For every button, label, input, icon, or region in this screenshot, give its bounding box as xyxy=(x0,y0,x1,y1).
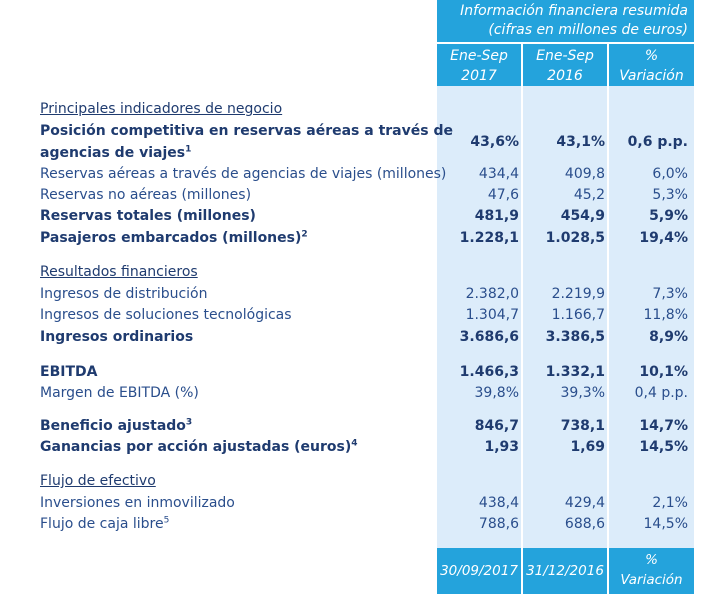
cell-dist-2016: 2.219,9 xyxy=(551,286,605,302)
row-label-ebitda-margin: Margen de EBITDA (%) xyxy=(40,385,199,401)
header-col-2016-line2: 2016 xyxy=(547,68,583,84)
row-label-free-cash-flow xyxy=(40,514,169,535)
footnote-ref: 5 xyxy=(163,515,170,526)
cell-ebitda-2016: 1.332,1 xyxy=(545,364,605,380)
cell-fcf-2017: 788,6 xyxy=(478,516,519,532)
row-label-tech-solutions: Ingresos de soluciones tecnológicas xyxy=(40,307,292,323)
cell-margin-2017: 39,8% xyxy=(474,385,519,401)
row-label-capex: Inversiones en inmovilizado xyxy=(40,495,235,511)
cell-rev-2016: 3.386,5 xyxy=(545,329,605,345)
footnote-ref: 1 xyxy=(185,144,192,155)
cell-air-variation: 6,0% xyxy=(652,166,688,182)
cell-dist-variation: 7,3% xyxy=(652,286,688,302)
footer-col-variation-line1: % xyxy=(645,552,658,568)
header-col-variation-line1: % xyxy=(644,48,659,64)
cell-air-2016: 409,8 xyxy=(564,166,605,182)
header-col-variation xyxy=(609,44,694,86)
cell-eps-2017: 1,93 xyxy=(484,439,519,455)
row-label-adjusted-profit xyxy=(40,416,192,437)
cell-position-2017: 43,6% xyxy=(470,134,519,150)
row-label-passengers xyxy=(40,228,308,249)
cell-nonair-2017: 47,6 xyxy=(487,187,519,203)
footnote-ref: 4 xyxy=(351,438,358,449)
section-title-business: Principales indicadores de negocio xyxy=(40,101,283,117)
cell-nonair-2016: 45,2 xyxy=(573,187,605,203)
footer-col-2016 xyxy=(523,548,607,594)
footer-col-variation xyxy=(609,548,694,594)
cell-margin-variation: 0,4 p.p. xyxy=(634,385,688,401)
cell-tech-2017: 1.304,7 xyxy=(465,307,519,323)
footer-col-2017 xyxy=(437,548,521,594)
cell-capex-2017: 438,4 xyxy=(478,495,519,511)
cell-air-2017: 434,4 xyxy=(478,166,519,182)
row-label-position-line1: Posición competitiva en reservas aéreas a través de xyxy=(40,123,453,139)
row-label-distribution: Ingresos de distribución xyxy=(40,286,208,302)
header-col-2016-line1: Ene-Sep xyxy=(536,48,594,64)
row-label-air-bookings: Reservas aéreas a través de agencias de viajes (millones) xyxy=(40,166,447,182)
cell-profit-2017: 846,7 xyxy=(474,418,519,434)
cell-pax-2016: 1.028,5 xyxy=(545,230,605,246)
section-title-cashflow: Flujo de efectivo xyxy=(40,473,156,489)
cell-capex-variation: 2,1% xyxy=(652,495,688,511)
cell-total-2016: 454,9 xyxy=(560,208,605,224)
cell-profit-2016: 738,1 xyxy=(560,418,605,434)
cell-tech-2016: 1.166,7 xyxy=(551,307,605,323)
row-label-eps xyxy=(40,437,358,458)
footer-col-variation-line2: Variación xyxy=(620,572,683,588)
row-label-revenue: Ingresos ordinarios xyxy=(40,329,194,345)
table-title-line1: Información financiera resumida xyxy=(460,3,688,19)
row-label-adjusted-profit-text: Beneficio ajustado xyxy=(40,418,186,434)
footer-col-2016-text: 31/12/2016 xyxy=(526,563,604,579)
table-title xyxy=(437,0,694,42)
cell-pax-variation: 19,4% xyxy=(639,230,688,246)
header-col-2017-line2: 2017 xyxy=(461,68,497,84)
footnote-ref: 3 xyxy=(185,417,193,428)
cell-nonair-variation: 5,3% xyxy=(652,187,688,203)
cell-position-2016: 43,1% xyxy=(556,134,605,150)
cell-fcf-2016: 688,6 xyxy=(564,516,605,532)
cell-fcf-variation: 14,5% xyxy=(643,516,688,532)
header-col-2016 xyxy=(523,44,607,86)
cell-rev-2017: 3.686,6 xyxy=(459,329,519,345)
cell-rev-variation: 8,9% xyxy=(649,329,688,345)
row-label-eps-text: Ganancias por acción ajustadas (euros) xyxy=(40,439,352,455)
row-label-free-cash-flow-text: Flujo de caja libre xyxy=(40,516,164,532)
header-col-2017 xyxy=(437,44,521,86)
cell-capex-2016: 429,4 xyxy=(564,495,605,511)
row-label-position-line2-text: agencias de viajes xyxy=(40,145,186,161)
cell-eps-variation: 14,5% xyxy=(639,439,688,455)
footer-col-2017-text: 30/09/2017 xyxy=(440,563,518,579)
cell-position-variation: 0,6 p.p. xyxy=(627,134,688,150)
row-label-position-line2 xyxy=(40,143,191,164)
cell-total-2017: 481,9 xyxy=(474,208,519,224)
cell-eps-2016: 1,69 xyxy=(570,439,605,455)
section-title-financial: Resultados financieros xyxy=(40,264,198,280)
cell-margin-2016: 39,3% xyxy=(560,385,605,401)
cell-ebitda-variation: 10,1% xyxy=(639,364,688,380)
row-label-ebitda: EBITDA xyxy=(40,364,98,380)
cell-ebitda-2017: 1.466,3 xyxy=(459,364,519,380)
cell-dist-2017: 2.382,0 xyxy=(465,286,519,302)
cell-profit-variation: 14,7% xyxy=(639,418,688,434)
header-col-variation-line2: Variación xyxy=(619,68,684,84)
row-label-total-bookings: Reservas totales (millones) xyxy=(40,208,256,224)
row-label-non-air: Reservas no aéreas (millones) xyxy=(40,187,252,203)
cell-total-variation: 5,9% xyxy=(649,208,688,224)
table-title-line2: (cifras en millones de euros) xyxy=(488,22,688,38)
cell-pax-2017: 1.228,1 xyxy=(459,230,519,246)
cell-tech-variation: 11,8% xyxy=(643,307,688,323)
footnote-ref: 2 xyxy=(301,229,308,240)
header-col-2017-line1: Ene-Sep xyxy=(450,48,508,64)
row-label-passengers-text: Pasajeros embarcados (millones) xyxy=(40,230,302,246)
